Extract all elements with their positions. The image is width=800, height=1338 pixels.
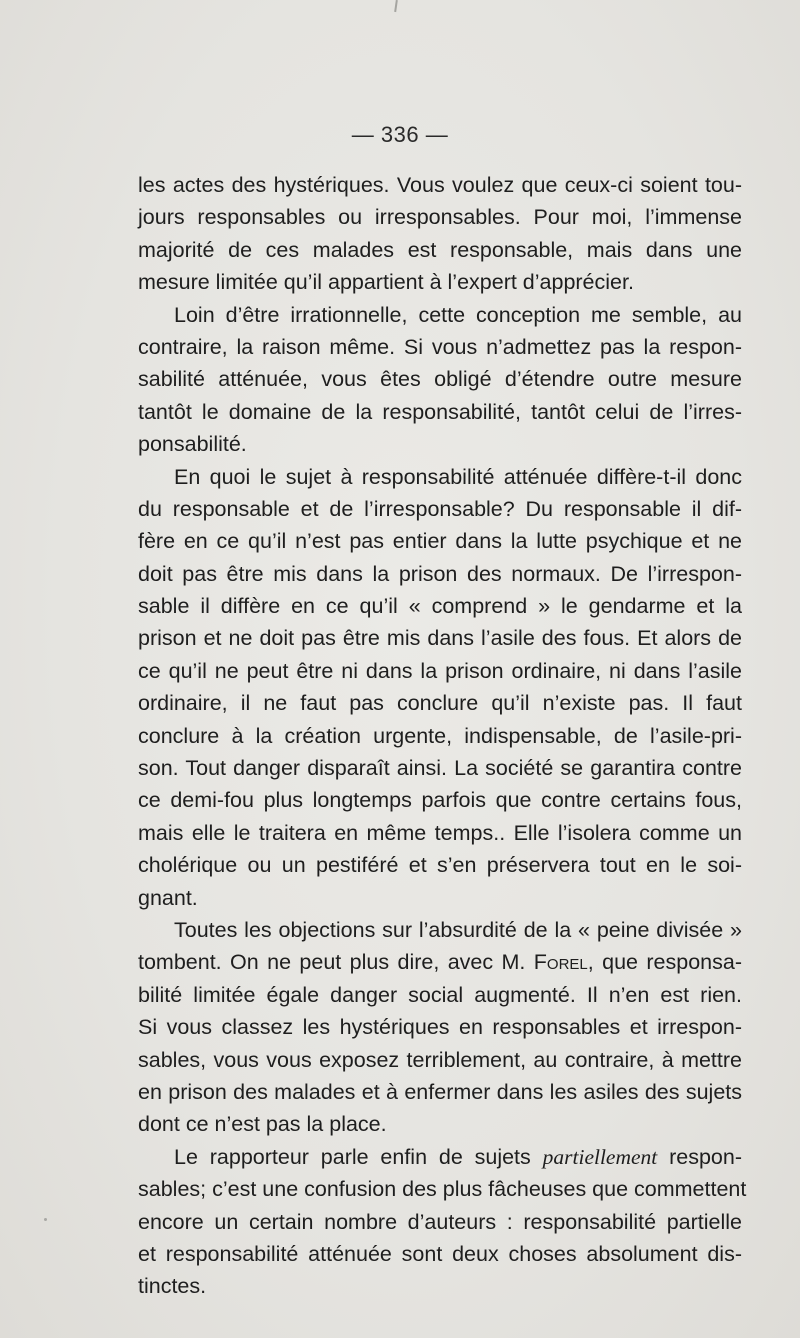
text-line: majorité de ces malades est responsable, mais dans une [138, 237, 742, 262]
text-line: les actes des hystériques. Vous voulez que ceux-ci soient tou- [138, 173, 742, 197]
text-line: Toutes les objections sur l’absurdité de la « peine divisée » [174, 917, 742, 942]
emphasis: partiellement [542, 1144, 658, 1169]
text-line: et responsabilité atténuée sont deux choses absolument dis- [138, 1241, 742, 1266]
text-line: ce demi-fou plus longtemps parfois que contre certains fous, [138, 788, 742, 813]
scan-speck [44, 1218, 47, 1221]
text-line: bilité limitée égale danger social augmenté. Il n’en est rien. [138, 982, 742, 1007]
text-line: sabilité atténuée, vous êtes obligé d’étendre outre mesure [138, 367, 742, 392]
text-fragment: respon- [657, 1144, 742, 1169]
text-line: sables; c’est une confusion des plus fâcheuses que commettent [138, 1177, 747, 1202]
text-line: en prison des malades et à enfermer dans les asiles des sujets [138, 1079, 742, 1104]
text-line: son. Tout danger disparaît ainsi. La société se garantira contre [138, 756, 742, 781]
text-line: sables, vous vous exposez terriblement, au contraire, à mettre [138, 1047, 742, 1072]
text-line: prison et ne doit pas être mis dans l’asile des fous. Et alors de [138, 626, 742, 651]
text-line: sable il diffère en ce qu’il « comprend » le gendarme et la [138, 594, 742, 619]
text-line: mais elle le traitera en même temps.. Elle l’isolera comme un [138, 820, 742, 845]
text-line: encore un certain nombre d’auteurs : responsabilité partielle [138, 1209, 742, 1234]
text-line: dont ce n’est pas la place. [138, 1112, 387, 1137]
text-line: ordinaire, il ne faut pas conclure qu’il n’existe pas. Il faut [138, 691, 742, 716]
text-line: gnant. [138, 885, 198, 910]
text-line: Si vous classez les hystériques en responsables et irrespon- [138, 1015, 742, 1040]
text-line: ponsabilité. [138, 432, 247, 457]
text-line: mesure limitée qu’il appartient à l’expert d’apprécier. [138, 270, 634, 295]
text-line: contraire, la raison même. Si vous n’admettez pas la respon- [138, 334, 742, 359]
text-line: tinctes. [138, 1274, 207, 1299]
author-name: Forel [533, 950, 588, 975]
text-fragment: , que responsa- [587, 950, 742, 975]
text-line: tantôt le domaine de la responsabilité, tantôt celui de l’irres- [138, 399, 742, 424]
text-line: du responsable et de l’irresponsable? Du responsable il dif- [138, 496, 742, 521]
text-line: cholérique ou un pestiféré et s’en préservera tout en le soi- [138, 853, 742, 878]
text-line: fère en ce qu’il n’est pas entier dans la lutte psychique et ne [138, 529, 742, 554]
page-number: — 336 — [351, 122, 449, 147]
text-fragment: tombent. On ne peut plus dire, avec M. [138, 950, 534, 975]
text-line: doit pas être mis dans la prison des normaux. De l’irrespon- [138, 561, 742, 586]
text-line: Loin d’être irrationnelle, cette conception me semble, au [174, 302, 742, 327]
scan-mark [394, 0, 398, 12]
text-line [138, 1141, 742, 1173]
text-line: conclure à la création urgente, indispensable, de l’asile-pri- [138, 723, 742, 748]
text-fragment: Le rapporteur parle enfin de sujets [174, 1144, 543, 1169]
text-line: ce qu’il ne peut être ni dans la prison ordinaire, ni dans l’asile [138, 658, 742, 683]
text-line [138, 946, 742, 978]
body-text [138, 169, 747, 1303]
text-line: En quoi le sujet à responsabilité atténuée diffère-t-il donc [174, 464, 742, 489]
text-line: jours responsables ou irresponsables. Pour moi, l’immense [138, 205, 742, 230]
